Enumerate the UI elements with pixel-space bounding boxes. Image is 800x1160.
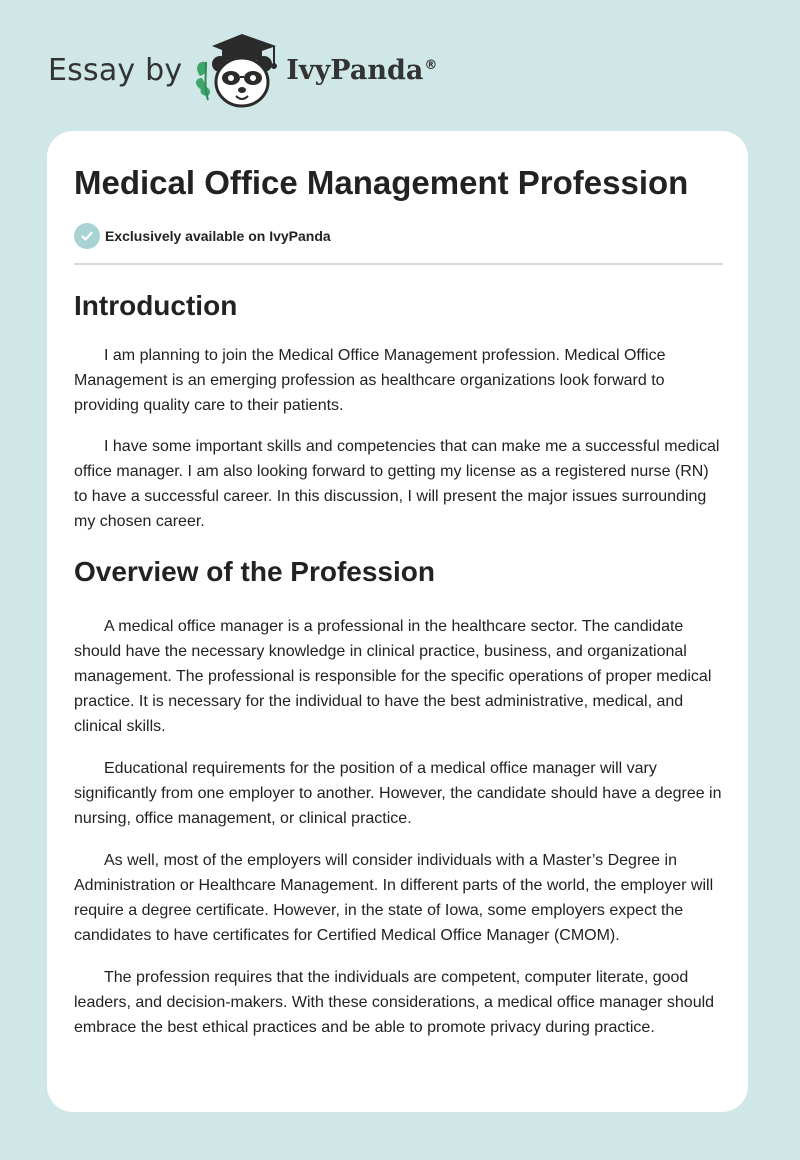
exclusive-badge	[74, 223, 724, 249]
paragraph: I am planning to join the Medical Office Management profession. Medical Office Management is an emerging profession as healthcare organizations look forward to providing quality care to their patients.	[74, 347, 666, 414]
exclusive-label: Exclusively available on IvyPanda	[105, 228, 331, 244]
article-content	[74, 161, 724, 1040]
essay-by-label: Essay by	[48, 52, 183, 88]
paragraph: I have some important skills and competencies that can make me a successful medical office manager. I am also looking forward to getting my license as a registered nurse (RN) to have a successful career. In this discussion, I will present the major issues surrounding my chosen career.	[74, 438, 720, 530]
section-heading-overview: Overview of the Profession	[74, 556, 435, 587]
site-header	[48, 30, 437, 110]
divider	[74, 263, 723, 265]
paragraph: The profession requires that the individuals are competent, computer literate, good leaders, and decision-makers. With these considerations, a medical office manager should embrace the best ethical practices and be able to promote privacy during practice.	[74, 969, 715, 1036]
section-heading-introduction: Introduction	[74, 290, 238, 321]
paragraph: A medical office manager is a professional in the healthcare sector. The candidate should have the necessary knowledge in clinical practice, business, and organizational management. The professional is responsible for the specific operations of proper medical practice. It is necessary for the individual to have the best administrative, medical, and clinical skills.	[74, 618, 712, 735]
page-title: Medical Office Management Profession	[74, 164, 689, 201]
check-icon	[74, 223, 100, 249]
article-card	[47, 131, 748, 1112]
registered-mark: ®	[424, 57, 438, 73]
brand-name[interactable]: IvyPanda®	[286, 54, 438, 86]
panda-graduate-icon	[192, 30, 284, 110]
paragraph: As well, most of the employers will consider individuals with a Master’s Degree in Administration or Healthcare Management. In different parts of the world, the employer will require a degree certificate. However, in the state of Iowa, some employers expect the candidates to have certificates for Certified Medical Office Manager (CMOM).	[74, 852, 714, 944]
paragraph: Educational requirements for the position of a medical office manager will vary significantly from one employer to another. However, the candidate should have a degree in nursing, office management, or clinical practice.	[74, 760, 722, 827]
